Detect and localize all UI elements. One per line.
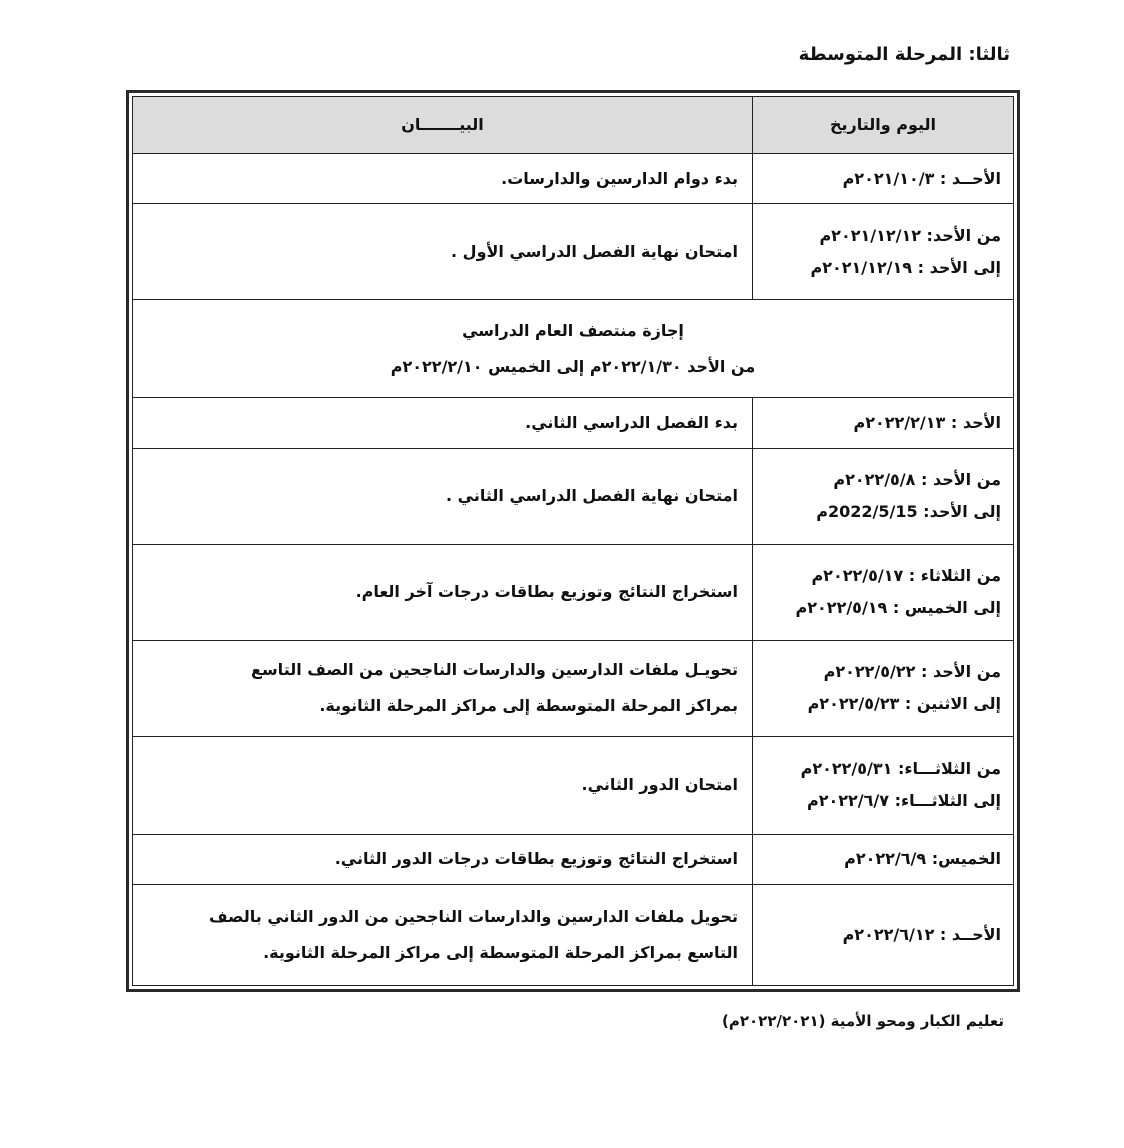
description-line: تحويل ملفات الدارسين والدارسات الناجحين من الدور الثاني بالصف [208,907,738,926]
description-line: استخراج النتائج وتوزيع بطاقات درجات آخر العام. [355,582,738,602]
description-line: من الأحد ٢٠٢٢/١/٣٠م إلى الخميس ٢٠٢٢/٢/١٠م [390,356,756,376]
description-line: امتحان الدور الثاني. [581,775,738,795]
description-cell [133,300,1014,398]
date-line: من الأحد : ٢٠٢٢/٥/٨م [833,470,1001,490]
schedule-table [132,96,1014,986]
date-line: من الثلاثاء : ٢٠٢٢/٥/١٧م [811,566,1001,586]
date-cell [753,640,1014,736]
table-row [133,154,1014,204]
date-cell [753,448,1014,544]
table-row [133,204,1014,300]
description-cell [133,448,753,544]
description-cell [133,834,753,884]
description-line: إجازة منتصف العام الدراسي [462,320,684,340]
footer-text: تعليم الكبار ومحو الأمية (٢٠٢٢/٢٠٢١م) [722,1012,1004,1030]
description-cell [133,736,753,834]
description-cell [133,544,753,640]
table-row [133,448,1014,544]
date-line: الأحد : ٢٠٢٢/٢/١٣م [853,413,1001,433]
table-row [133,885,1014,986]
description-cell [133,640,753,736]
description-line: امتحان نهاية الفصل الدراسي الثاني . [446,486,738,506]
date-line: الأحــد : ٢٠٢٢/٦/١٢م [842,925,1001,944]
table-row [133,544,1014,640]
table-row [133,640,1014,736]
date-line: من الأحد : ٢٠٢٢/٥/٢٢م [823,662,1001,682]
date-cell [753,154,1014,204]
section-title: ثالثا: المرحلة المتوسطة [798,44,1010,65]
description-cell [133,204,753,300]
description-line: استخراج النتائج وتوزيع بطاقات درجات الدور الثاني. [334,849,738,869]
table-header-row [133,97,1014,154]
description-line: التاسع بمراكز المرحلة المتوسطة إلى مراكز المرحلة الثانوية. [263,943,738,962]
date-cell [753,544,1014,640]
date-line: إلى الأحد: 2022/5/15م [816,502,1001,522]
description-line: امتحان نهاية الفصل الدراسي الأول . [451,241,738,261]
description-line: تحويـل ملفات الدارسين والدارسات الناجحين من الصف التاسع [251,660,738,680]
table-row [133,398,1014,448]
description-cell [133,398,753,448]
date-line: الخميس: ٢٠٢٢/٦/٩م [844,849,1001,869]
table-row-merged [133,300,1014,398]
date-cell [753,398,1014,448]
date-cell [753,834,1014,884]
description-cell [133,154,753,204]
date-line: من الثلاثـــاء: ٢٠٢٢/٥/٣١م [800,759,1001,779]
table-row [133,834,1014,884]
table-row [133,736,1014,834]
date-cell [753,736,1014,834]
date-line: الأحــد : ٢٠٢١/١٠/٣م [842,168,1001,188]
date-line: إلى الثلاثـــاء: ٢٠٢٢/٦/٧م [806,791,1001,811]
date-line: إلى الاثنين : ٢٠٢٢/٥/٢٣م [807,694,1001,714]
description-line: بدء دوام الدارسين والدارسات. [501,168,738,188]
date-line: من الأحد: ٢٠٢١/١٢/١٢م [819,225,1001,245]
header-description: البيـــــــان [133,97,753,154]
schedule-table-frame [126,90,1020,992]
date-line: إلى الأحد : ٢٠٢١/١٢/١٩م [810,257,1001,277]
description-line: بمراكز المرحلة المتوسطة إلى مراكز المرحلة الثانوية. [319,696,738,716]
date-cell [753,204,1014,300]
date-cell [753,885,1014,986]
description-line: بدء الفصل الدراسي الثاني. [525,413,738,433]
description-cell [133,885,753,986]
date-line: إلى الخميس : ٢٠٢٢/٥/١٩م [795,598,1001,618]
header-date: اليوم والتاريخ [753,97,1014,154]
